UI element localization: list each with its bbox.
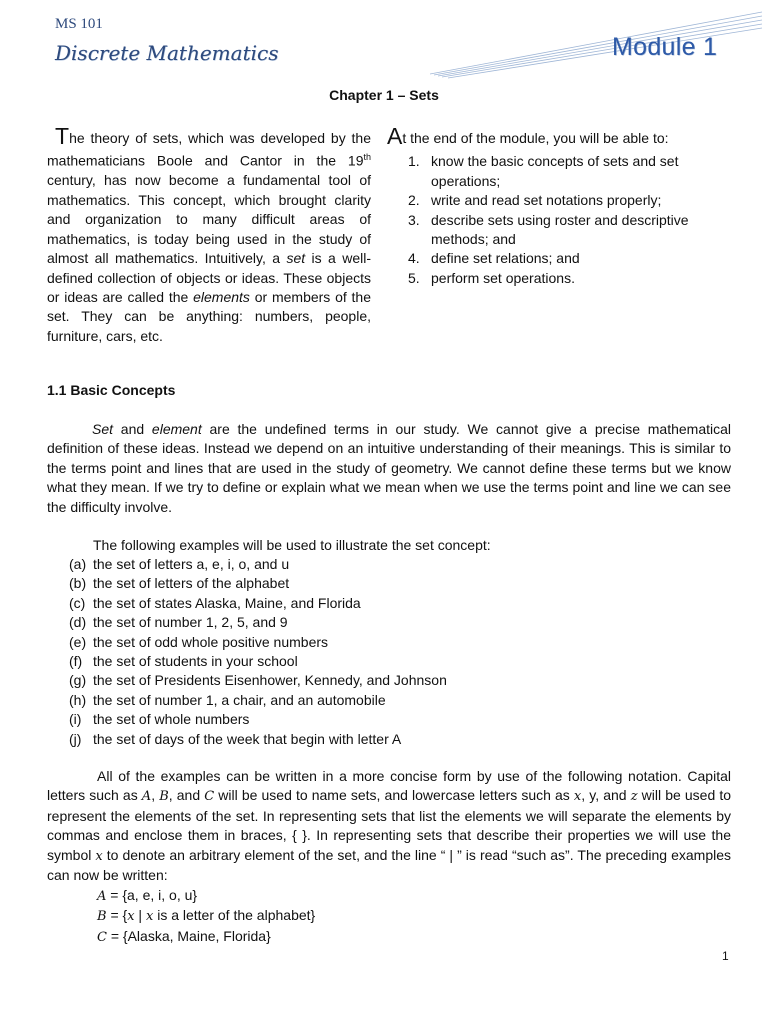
list-label: (f) [69,653,83,670]
math-x: x [573,789,582,805]
intro-em-elements: elements [193,288,250,305]
list-number: 2. [408,192,420,209]
examples-lead: The following examples will be used to illustrate the set concept: [93,537,491,553]
list-item [387,152,717,191]
objectives-lead-text: t the end of the module, you will be able to: [402,130,669,146]
list-text: the set of states Alaska, Maine, and Florida [93,594,361,611]
list-text: know the basic concepts of sets and set operations; [431,153,679,189]
list-text: the set of Presidents Eisenhower, Kennedy, and Johnson [93,672,447,689]
list-text: describe sets using roster and descriptive methods; and [431,211,689,248]
list-text: the set of odd whole positive numbers [93,633,329,650]
list-item [387,211,717,250]
intro-text-d: or members of the set. They can be anything: numbers, people, furniture, cars, etc. [47,288,372,344]
list-item [69,613,447,632]
course-code: MS 101 [55,16,103,32]
examples-list [69,555,447,749]
list-item [97,906,315,926]
list-text: the set of days of the week that begin with letter A [93,730,402,747]
para1-and: and [113,421,152,437]
list-item [69,652,447,671]
list-text: the set of students in your school [93,653,298,670]
dropcap-t: T [55,123,70,149]
set-variable: x [127,909,135,925]
para1-rest: are the undefined terms in our study. We cannot give a precise mathematical definition of these ideas. Instead we depend on an intuitive understanding of their meanings. This is similar to the terms point and lines that are used in the study of geometry. We cannot define these terms but we know what they mean. If we try to define or explain what we mean when we use the terms point and line we can see the difficulty involve. [47,421,732,515]
page-number: 1 [722,949,729,963]
list-label: (d) [69,614,87,631]
list-label: (h) [69,691,87,708]
para2-t7: to denote an arbitrary element of the set, and the line “ | ” is read “such as”. The preceding examples can now be written: [47,846,731,884]
list-label: (c) [69,594,86,611]
list-number: 5. [408,269,420,286]
set-name: C [97,929,107,945]
list-item [387,269,717,288]
para2-t1: All of the examples can be written in a more concise form by use of the following notation. Capital letters such as [47,768,731,804]
list-text: the set of letters of the alphabet [93,575,290,592]
list-text: perform set operations. [431,269,575,286]
list-text: write and read set notations properly; [431,192,662,209]
list-text: define set relations; and [431,250,580,267]
intro-text-a: he theory of sets, which was developed by the mathematicians Boole and Cantor in the 19 [47,130,371,170]
list-item [69,730,447,749]
list-item [69,555,447,574]
math-c: C [204,789,215,805]
math-x2: x [95,848,103,864]
list-item [387,191,717,210]
set-definition: = {Alaska, Maine, Florida} [106,927,271,944]
list-label: (i) [69,711,82,728]
list-item [69,671,447,690]
section-heading: 1.1 Basic Concepts [47,382,176,398]
set-definition: = {a, e, i, o, u} [106,887,198,903]
list-number: 3. [408,211,420,228]
intro-paragraph [47,123,372,346]
set-name: A [97,889,107,904]
set-name: B [97,909,107,925]
list-item [97,886,315,906]
objectives-block [387,123,717,288]
em-set: Set [92,421,114,437]
list-label: (g) [69,672,87,689]
math-a: A [141,789,152,805]
list-item [97,927,315,947]
notation-paragraph [47,767,731,885]
math-z: z [630,789,638,805]
set-variable: x [145,909,154,925]
list-label: (j) [69,730,82,747]
list-label: (a) [69,556,87,572]
intro-text-c: is a well-defined collection of objects or ideas. These objects or ideas are called the [47,250,371,305]
list-item [69,574,447,593]
chapter-title: Chapter 1 – Sets [329,87,439,103]
em-element: element [151,421,202,437]
math-b: B [159,789,169,805]
dropcap-a: A [387,123,403,149]
objectives-lead [387,123,717,149]
list-item [69,691,447,710]
module-label: Module 1 [612,33,718,61]
intro-superscript: th [363,152,371,163]
list-label: (b) [69,575,87,592]
list-item [69,710,447,729]
set-definition: is a letter of the alphabet} [153,907,316,924]
set-bar: | [134,907,146,924]
list-item [69,633,447,652]
para2-t4: will be used to name sets, and lowercase letters such as [214,787,574,804]
para2-t6: will be used to represent the elements of the set. In representing sets that list the elements we will separate the elements by commas and enclose them in braces, { }. In representing sets that describe their properties we will use the symbol [47,787,732,863]
intro-text-b: century, has now become a fundamental tool of mathematics. This concept, which brought clarity and organization to many difficult areas of mathematics, is today being used in the study of almost all mathematics. Intuitively, a [47,172,371,267]
list-number: 4. [408,250,420,267]
list-text: the set of number 1, 2, 5, and 9 [93,614,288,631]
list-item [69,594,447,613]
list-text: the set of number 1, a chair, and an automobile [93,691,386,708]
intro-em-set: set [286,250,306,267]
list-label: (e) [69,633,87,650]
list-text: the set of whole numbers [93,711,250,728]
list-number: 1. [408,153,420,170]
para2-t3: , and [168,787,205,804]
list-text: the set of letters a, e, i, o, and u [93,556,290,572]
objectives-list [387,152,717,288]
para2-t5: , y, and [581,787,631,804]
set-brace: = { [106,907,128,924]
para2-t2: , [151,787,160,804]
list-item [387,249,717,268]
basic-concepts-paragraph [47,420,731,517]
course-title: Discrete Mathematics [55,41,279,65]
set-notation-list [97,886,315,947]
